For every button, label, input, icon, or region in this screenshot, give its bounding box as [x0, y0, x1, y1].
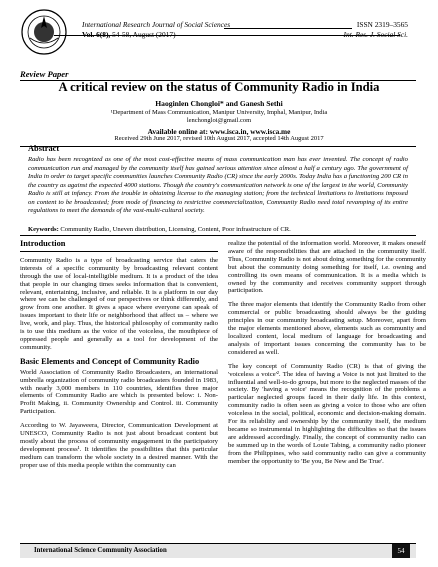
basic-elements-heading: Basic Elements and Concept of Community Radio [20, 356, 200, 366]
basic-elements-paragraph-2: According to W. Jayaweera, Director, Communication Development at UNESCO, Community Radio is not just about broadcast content but mostly about the process of community engagement in the participatory development process¹. It identifies the possibilities that this particular medium can transform the whole society in a desired manner. With the proper use of this media people within the community can [20, 422, 218, 469]
availability[interactable]: Available online at: www.isca.in, www.isca.me [147, 127, 291, 136]
abstract-heading: Abstract [28, 144, 60, 153]
issn: ISSN 2319–3565 [356, 20, 408, 29]
page-footer [20, 543, 416, 558]
right-column [228, 240, 426, 471]
publisher-name: International Science Community Association [34, 547, 167, 554]
introduction-paragraph: Community Radio is a type of broadcasting service that caters the interests of a specific community by broadcasting relevant content through the use of local-intelligible medium. It is a product of the idea that people in our changing times seeks information that is convenient, relevant, entertaining, inclusive, and reliable. It is a platform in our day where we can be challenged of our perspectives or think differently, and grow from one another. It gives a space where everyone can speak of issues important to their life or neighborhood that affect us – where we live, work, and play. Thus, the historical philosophy of community radio is to use this medium as the voice of the voiceless, the mouthpiece of oppressed people and generally as a tool for development of the community. [20, 256, 218, 351]
volume-info: Vol. 6(8), 54-58, August (2017) [82, 30, 176, 39]
right-paragraph-1: realize the potential of the information world. Moreover, it makes oneself aware of the responsibilities that are attached in the community itself. Thus, Community Radio is not about doing something for the community but about the community doing something for itself, i.e. owning and controlling its own means of communication. It is a media which is owned by the community and receives community support through participation. [228, 240, 426, 295]
basic-elements-paragraph-1: World Association of Community Radio Broadcasters, an international umbrella organization of community radio broadcasters founded in 1983, with nearly 3,000 members in 110 countries, identifies three major elements of Community Radio are which is presented below: i. Non-Profit Making, ii. Community Ownership and Control. iii. Community Participation. [20, 368, 218, 416]
right-paragraph-3: The key concept of Community Radio (CR) is that of giving the 'voiceless a voice'². The idea of having a Voice is not just limited to the influential and well-to-do groups, but more to the neglected masses of the society. By 'having a voice' means the recognition of the problems a particular neglected groups faced in their daily life. In this context, community radio is often seen as giving a voice to those who are often voiceless in the social, political, economic and decision-making domain. For its reliability and ownership by the community itself, the medium became so instrumental in highlighting the difficulties so that the issues are addressed accordingly. Finally, the concept of community radio can be summed up in the words of Louie Tabing, a community radio pioneer from the Philippines, who said community radio can give a community member the opportunity to 'Be you, Be New and Be True'. [228, 362, 426, 465]
journal-name: International Research Journal of Social Sciences [82, 20, 231, 29]
keywords: Keywords: Community Radio, Uneven distribution, Licensing, Content, Poor infrastructure of CR. [28, 226, 291, 233]
abstract-text: Radio has been recognized as one of the most cost-effective means of mass communication man has ever invented. The concept of radio communication run and managed by the community itself has gained serious attention since almost a half a century ago. The government of India in order to target specific communities launches Community Radio (CR) since the early 2000s. Today India has a functioning 200 CR in the country as against the expected 4000 stations. Though the country's communication network is one of the largest in the world, Community Radio is still at infancy. From the trouble in obtaining license to the managing station; from the technical limitations to limitations imposed on content to be broadcasted; from mode of financing to restrictive commercialization, Community Radio need total revamping of its entire regulations to meet the demands of the vast-multi-cultural society. [28, 156, 408, 214]
affiliation: ¹Department of Mass Communication, Manipur University, Imphal, Manipur, India [110, 109, 328, 116]
journal-logo-icon [20, 8, 68, 56]
authors: Haoginlen Chongloi* and Ganesh Sethi [155, 99, 283, 108]
left-column [20, 240, 218, 476]
received-dates: Received 29th June 2017, revised 10th August 2017, accepted 14th August 2017 [114, 135, 324, 142]
email[interactable]: lenchongloi@gmail.com [186, 117, 252, 124]
header-rule [54, 35, 400, 36]
page-number: 54 [392, 544, 410, 558]
section-rule [20, 251, 218, 252]
journal-header [20, 8, 420, 58]
journal-short-name: Int. Res. J. Social Sci. [343, 30, 408, 39]
introduction-heading: Introduction [20, 239, 66, 248]
paper-type: Review Paper [20, 69, 69, 79]
right-paragraph-2: The three major elements that identify the Community Radio from other commercial or public broadcasting should always be the guiding principles in our community broadcasting setup. Moreover, apart from the major elements mentioned above, elements such as community and localized content, local medium of language for broadcasting and analysis of important issues concerning the community has to be considered as well. [228, 301, 426, 356]
paper-title: A critical review on the status of Community Radio in India [58, 80, 380, 94]
header-underline [224, 28, 352, 29]
